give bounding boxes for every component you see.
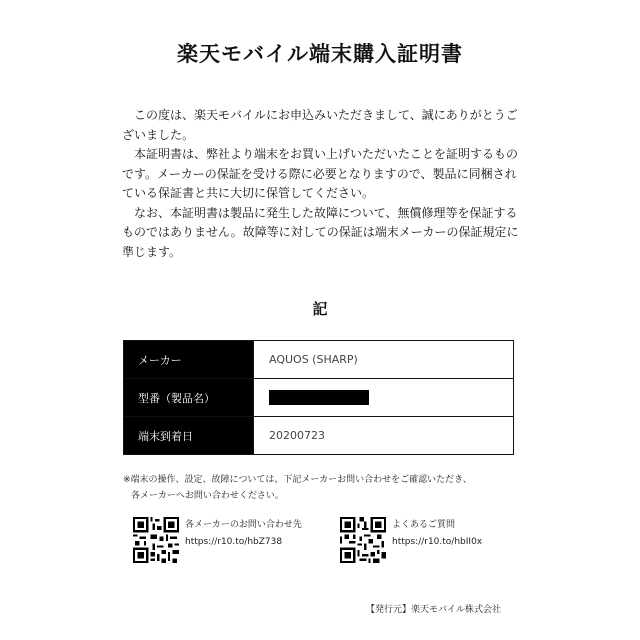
maker-contact-label: 各メーカーのお問い合わせ先 <box>185 520 302 530</box>
faq-link[interactable]: https://r10.to/hbII0x <box>392 537 483 547</box>
maker-contact-link[interactable]: https://r10.to/hbZ738 <box>185 537 283 547</box>
intro-text <box>122 106 522 262</box>
faq-text <box>392 517 482 551</box>
support-note-line-1: ※端末の操作、設定、故障については、下記メーカーお問い合わせをご確認いただき、 <box>123 475 472 485</box>
faq-block <box>340 517 482 563</box>
support-note-line-2: 各メーカーへお問い合わせください。 <box>131 491 284 501</box>
redaction-bar <box>269 390 369 405</box>
maker-contact-text <box>185 517 302 551</box>
intro-paragraph-3: なお、本証明書は製品に発生した故障について、無償修理等を保証するものではありません。故障等に対しての保証は端末メーカーの保証規定に準じます。 <box>122 205 519 259</box>
arrival-date-value: 20200723 <box>254 417 514 455</box>
device-spec-table <box>123 340 514 455</box>
intro-paragraph-1: この度は、楽天モバイルにお申込みいただきまして、誠にありがとうございました。 <box>122 108 518 142</box>
model-value <box>254 379 514 417</box>
intro-paragraph-2: 本証明書は、弊社より端末をお買い上げいただいたことを証明するものです。メーカーの保証を受ける際に必要となりますので、製品に同梱されている保証書と共に大切に保管してください。 <box>122 147 519 200</box>
qr-code-icon[interactable] <box>340 517 386 563</box>
table-row <box>124 341 514 379</box>
table-row <box>124 417 514 455</box>
support-note <box>123 472 472 504</box>
maker-value: AQUOS (SHARP) <box>254 341 514 379</box>
maker-label: メーカー <box>124 341 254 379</box>
model-label: 型番（製品名） <box>124 379 254 417</box>
table-row <box>124 379 514 417</box>
qr-code-icon[interactable] <box>133 517 179 563</box>
document-title: 楽天モバイル端末購入証明書 <box>177 42 463 66</box>
issuer-text: 【発行元】楽天モバイル株式会社 <box>366 605 502 615</box>
arrival-date-label: 端末到着日 <box>124 417 254 455</box>
maker-contact-block <box>133 517 302 563</box>
ki-heading: 記 <box>312 300 328 318</box>
faq-label: よくあるご質問 <box>392 520 456 530</box>
